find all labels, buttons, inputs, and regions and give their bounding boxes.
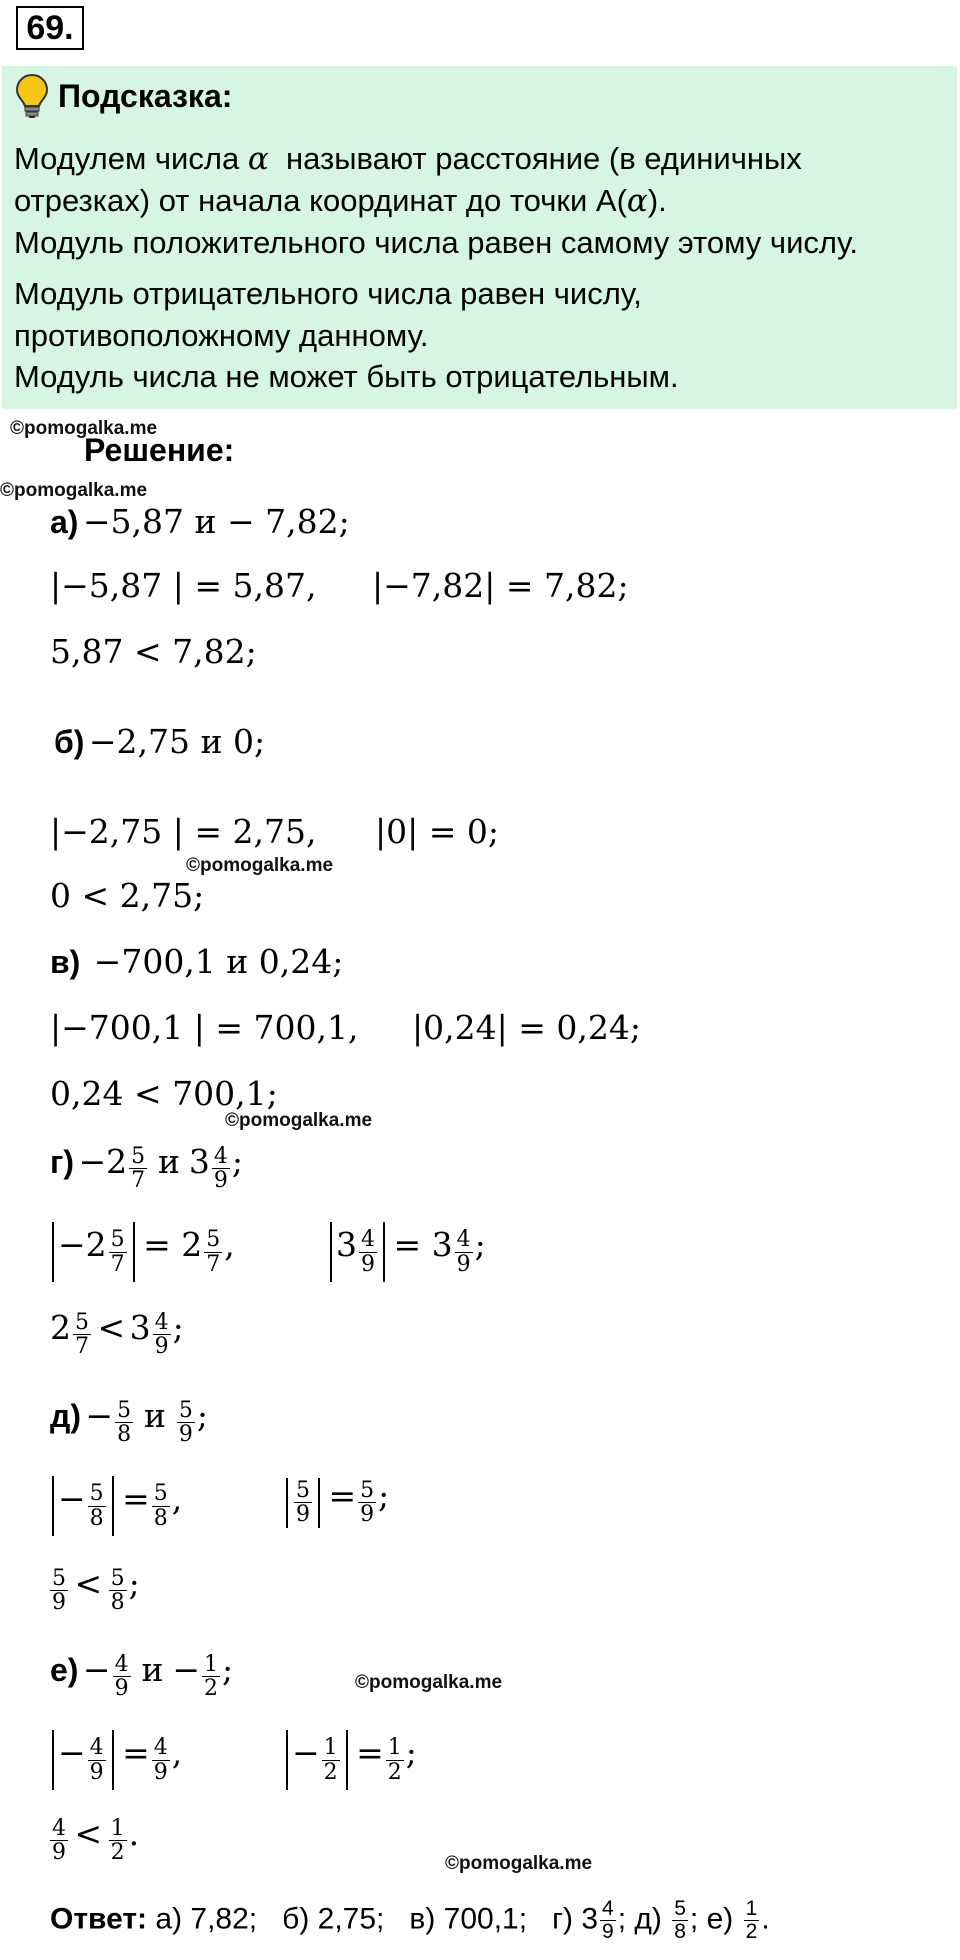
hint-line-3: Модуль положительного числа равен самому этому числу. <box>14 225 858 260</box>
part-b-mod1: |−2,75 | = 2,75, <box>50 812 317 851</box>
hint-line-5: противоположному данному. <box>14 318 429 353</box>
watermark: ©pomogalka.me <box>225 1110 373 1131</box>
part-b-compare: 0 < 2,75; <box>50 876 205 915</box>
watermark: ©pomogalka.me <box>186 855 334 876</box>
hint-line-2: отрезках) от начала координат до точки А(α). <box>14 183 667 219</box>
part-a-compare: 5,87 < 7,82; <box>50 632 257 671</box>
watermark: ©pomogalka.me <box>355 1672 503 1693</box>
hint-title: Подсказка: <box>58 78 233 114</box>
watermark: ©pomogalka.me <box>0 480 148 501</box>
part-d-mod1: − $\frac{5}{8}$ = $\frac{5}{8}$ , <box>48 1476 182 1536</box>
part-d-statement: д) − $\frac{5}{8}$ и $\frac{5}{9}$ ; <box>50 1396 208 1448</box>
part-b-mod2: |0| = 0; <box>375 812 499 851</box>
part-g-mod1: −2 $\frac{5}{7}$ = 2 $\frac{5}{7}$ , <box>48 1222 235 1282</box>
lightbulb-icon <box>14 72 50 120</box>
part-v-mod2: |0,24| = 0,24; <box>412 1008 641 1047</box>
part-b-statement: б) −2,75 и 0; <box>54 722 266 761</box>
part-g-mod2: 3 $\frac{4}{9}$ = 3 $\frac{4}{9}$ ; <box>326 1222 486 1282</box>
solution-title: Решение: <box>84 432 235 468</box>
part-v-mod1: |−700,1 | = 700,1, <box>50 1008 359 1047</box>
hint-box <box>2 66 957 409</box>
part-d-compare: $\frac{5}{9}$ < $\frac{5}{8}$ ; <box>52 1564 140 1616</box>
watermark: ©pomogalka.me <box>445 1853 593 1874</box>
part-d-mod2: $\frac{5}{9}$ = $\frac{5}{9}$ ; <box>282 1476 389 1528</box>
part-a-statement: а) −5,87 и − 7,82; <box>50 502 350 541</box>
answer-line: Ответ: а) 7,82; б) 2,75; в) 700,1; г) 3 $\frac{4}{9}$ ; д) $\frac{5}{8}$ ; е) $\frac{1}{2}$ . <box>50 1897 770 1944</box>
hint-line-1: Модулем числа α называют расстояние (в единичных <box>14 141 802 177</box>
part-a-mod1: |−5,87 | = 5,87, <box>50 566 317 605</box>
hint-line-4: Модуль отрицательного числа равен числу, <box>14 276 642 311</box>
hint-line-6: Модуль числа не может быть отрицательным. <box>14 359 679 394</box>
part-e-statement: е) − $\frac{4}{9}$ и − $\frac{1}{2}$ ; <box>50 1650 234 1702</box>
part-v-statement: в) −700,1 и 0,24; <box>50 942 344 981</box>
part-e-mod2: − $\frac{1}{2}$ = $\frac{1}{2}$ ; <box>282 1730 417 1790</box>
part-e-mod1: − $\frac{4}{9}$ = $\frac{4}{9}$ , <box>48 1730 182 1790</box>
answer-label: Ответ: <box>50 1902 148 1936</box>
part-g-compare: 2 $\frac{5}{7}$ < 3 $\frac{4}{9}$ ; <box>50 1308 184 1360</box>
part-v-compare: 0,24 < 700,1; <box>50 1074 278 1113</box>
problem-number: 69. <box>16 6 84 50</box>
part-a-mod2: |−7,82| = 7,82; <box>372 566 629 605</box>
part-g-statement: г) −2 $\frac{5}{7}$ и 3 $\frac{4}{9}$ ; <box>50 1142 243 1194</box>
watermark: ©pomogalka.me <box>10 418 158 439</box>
part-e-compare: $\frac{4}{9}$ < $\frac{1}{2}$ . <box>52 1814 140 1866</box>
